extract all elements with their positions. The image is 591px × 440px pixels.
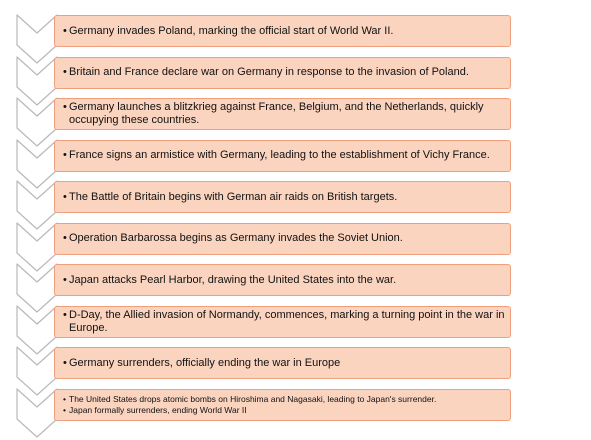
bullet-item <box>63 149 506 162</box>
step-number: 1 <box>18 118 24 128</box>
step-box <box>54 98 511 130</box>
bullet-text: The Battle of Britain begins with German air raids on British targets. <box>69 190 398 203</box>
bullet-dot-icon: • <box>63 149 67 161</box>
bullet-text: Germany launches a blitzkrieg against France, Belgium, and the Netherlands, quickly occupying these countries. <box>69 101 484 126</box>
bullet-text: Japan formally surrenders, ending World War II <box>69 404 247 415</box>
bullet-dot-icon: • <box>63 190 67 203</box>
bullet-text: D-Day, the Allied invasion of Normandy, commences, marking a turning point in the war in Europe. <box>69 308 505 334</box>
step-box <box>54 264 511 296</box>
bullet-text: Britain and France declare war on Germany in response to the invasion of Poland. <box>69 66 469 78</box>
step-number: 1 <box>18 325 24 336</box>
bullet-dot-icon: • <box>63 101 67 113</box>
bullet-dot-icon: • <box>63 404 66 415</box>
step-box <box>54 306 511 338</box>
bullet-dot-icon: • <box>63 66 67 78</box>
bullet-dot-icon: • <box>63 24 67 37</box>
step-number: 1 <box>18 408 24 419</box>
bullet-item <box>63 232 506 245</box>
bullet-text: France signs an armistice with Germany, leading to the establishment of Vichy France. <box>69 149 490 161</box>
bullet-dot-icon: • <box>63 273 67 286</box>
bullet-item <box>63 405 506 416</box>
step-number: 1 <box>18 284 24 294</box>
bullet-text: Operation Barbarossa begins as Germany invades the Soviet Union. <box>69 232 403 244</box>
bullet-item <box>63 309 506 335</box>
step-box <box>54 347 511 379</box>
step-box <box>54 223 511 255</box>
step-number: 1 <box>18 242 24 253</box>
step-number: 1 <box>18 201 24 211</box>
step-number: 1 <box>18 159 24 170</box>
bullet-dot-icon: • <box>63 232 67 244</box>
step-number: 1 <box>18 367 24 377</box>
bullet-dot-icon: • <box>63 356 67 369</box>
step-box <box>54 389 511 421</box>
bullet-text: The United States drops atomic bombs on Hiroshima and Nagasaki, leading to Japan's surrender. <box>69 394 437 404</box>
bullet-item <box>63 274 506 287</box>
bullet-text: Japan attacks Pearl Harbor, drawing the United States into the war. <box>69 273 397 286</box>
bullet-text: Germany invades Poland, marking the official start of World War II. <box>69 24 394 37</box>
bullet-dot-icon: • <box>63 394 66 404</box>
step-box <box>54 140 511 172</box>
bullet-text: Germany surrenders, officially ending the war in Europe <box>69 356 341 369</box>
bullet-item <box>63 191 506 204</box>
step-box <box>54 181 511 213</box>
bullet-dot-icon: • <box>63 308 67 321</box>
step-number: 1 <box>18 76 24 87</box>
bullet-item <box>63 25 506 38</box>
step-box <box>54 15 511 47</box>
bullet-item <box>63 394 506 405</box>
step-box <box>54 57 511 89</box>
step-number: 1 <box>18 35 24 45</box>
bullet-item <box>63 101 506 127</box>
bullet-item <box>63 357 506 370</box>
bullet-item <box>63 66 506 79</box>
